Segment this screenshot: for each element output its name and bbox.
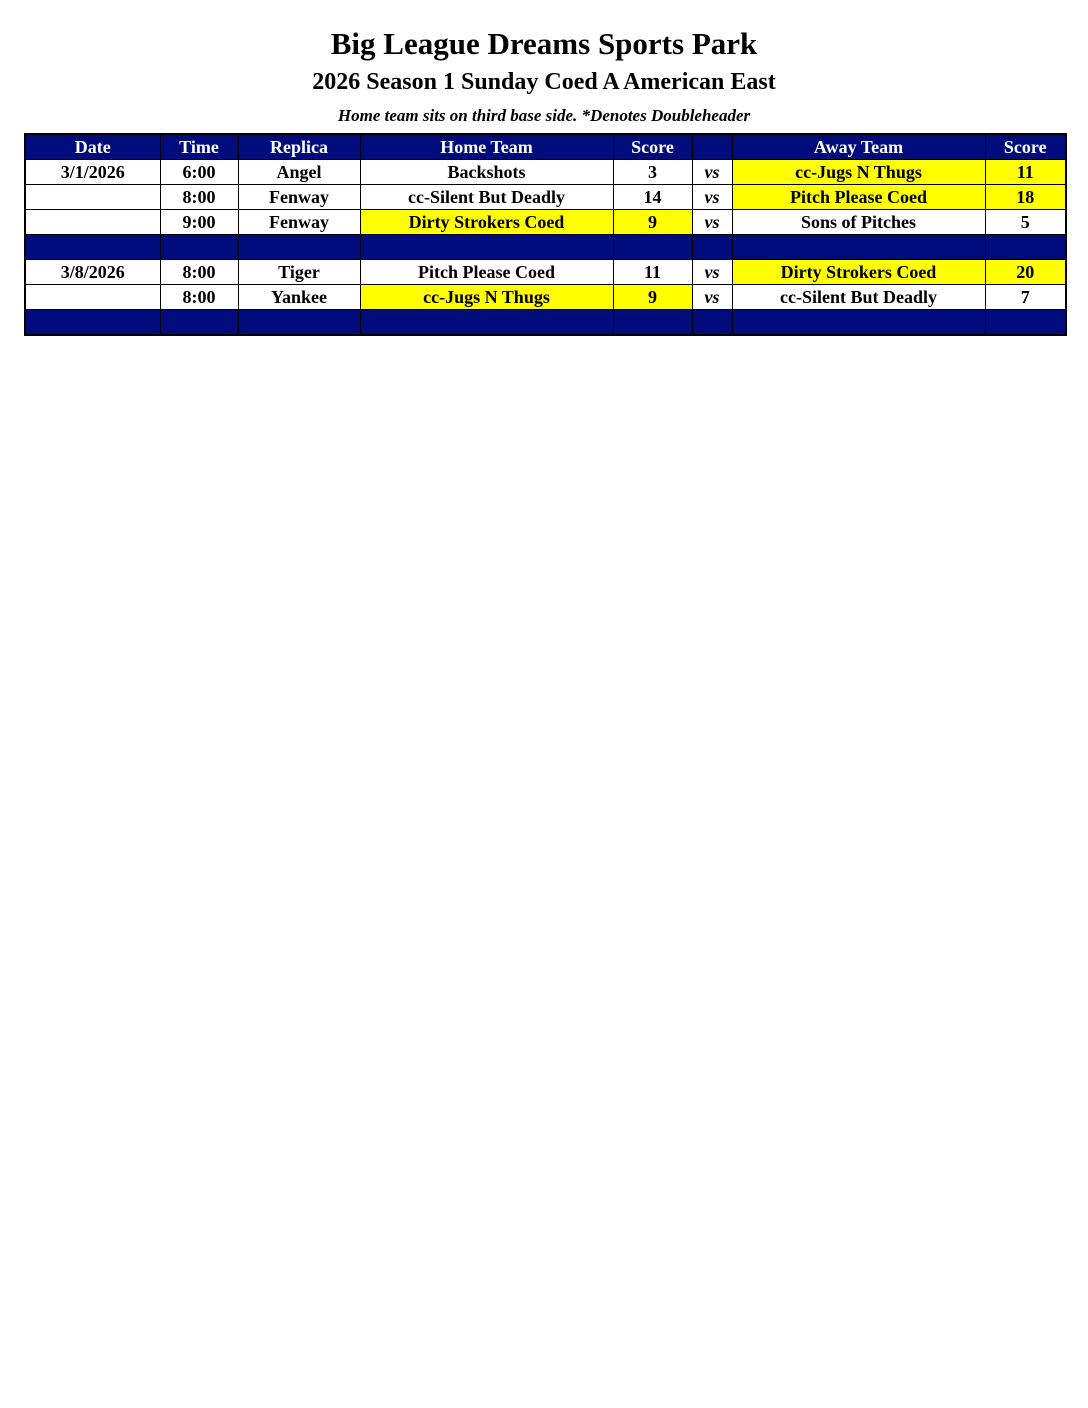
separator-row [25,310,1066,336]
home-team-cell: Dirty Strokers Coed [360,210,613,235]
vs-cell: vs [692,210,732,235]
home-team-cell: Pitch Please Coed [360,260,613,285]
home-team-cell: Backshots [360,160,613,185]
schedule-note: Home team sits on third base side. *Denotes Doubleheader [337,106,751,125]
time-cell: 8:00 [160,260,238,285]
away-score-cell: 11 [985,160,1066,185]
away-team-cell: cc-Silent But Deadly [732,285,985,310]
away-score-cell: 5 [985,210,1066,235]
vs-cell: vs [692,185,732,210]
away-team-cell: Pitch Please Coed [732,185,985,210]
column-header-home-team: Home Team [360,134,613,160]
replica-cell: Angel [238,160,360,185]
date-cell [25,185,160,210]
away-score-cell: 7 [985,285,1066,310]
away-team-cell: Dirty Strokers Coed [732,260,985,285]
table-row [25,210,1066,235]
time-cell: 6:00 [160,160,238,185]
home-score-cell: 3 [613,160,692,185]
away-score-cell: 20 [985,260,1066,285]
replica-cell: Fenway [238,185,360,210]
time-cell: 8:00 [160,285,238,310]
vs-cell: vs [692,285,732,310]
page-title: Big League Dreams Sports Park [330,26,758,61]
vs-cell: vs [692,160,732,185]
column-header-vs [692,134,732,160]
date-cell [25,210,160,235]
table-row [25,160,1066,185]
home-score-cell: 9 [613,285,692,310]
column-header-time: Time [160,134,238,160]
replica-cell: Yankee [238,285,360,310]
date-cell: 3/1/2026 [25,160,160,185]
away-team-cell: Sons of Pitches [732,210,985,235]
away-team-cell: cc-Jugs N Thugs [732,160,985,185]
table-row [25,185,1066,210]
home-score-cell: 9 [613,210,692,235]
home-team-cell: cc-Jugs N Thugs [360,285,613,310]
home-score-cell: 11 [613,260,692,285]
column-header-replica: Replica [238,134,360,160]
date-cell [25,285,160,310]
home-score-cell: 14 [613,185,692,210]
column-header-home-score: Score [613,134,692,160]
replica-cell: Fenway [238,210,360,235]
away-score-cell: 18 [985,185,1066,210]
schedule-table [24,133,1067,336]
replica-cell: Tiger [238,260,360,285]
vs-cell: vs [692,260,732,285]
date-cell: 3/8/2026 [25,260,160,285]
home-team-cell: cc-Silent But Deadly [360,185,613,210]
column-header-date: Date [25,134,160,160]
column-header-away-score: Score [985,134,1066,160]
time-cell: 8:00 [160,185,238,210]
table-row [25,285,1066,310]
header-row [25,134,1066,160]
separator-row [25,235,1066,260]
column-header-away-team: Away Team [732,134,985,160]
page-subtitle: 2026 Season 1 Sunday Coed A American East [312,69,776,95]
table-row [25,260,1066,285]
time-cell: 9:00 [160,210,238,235]
